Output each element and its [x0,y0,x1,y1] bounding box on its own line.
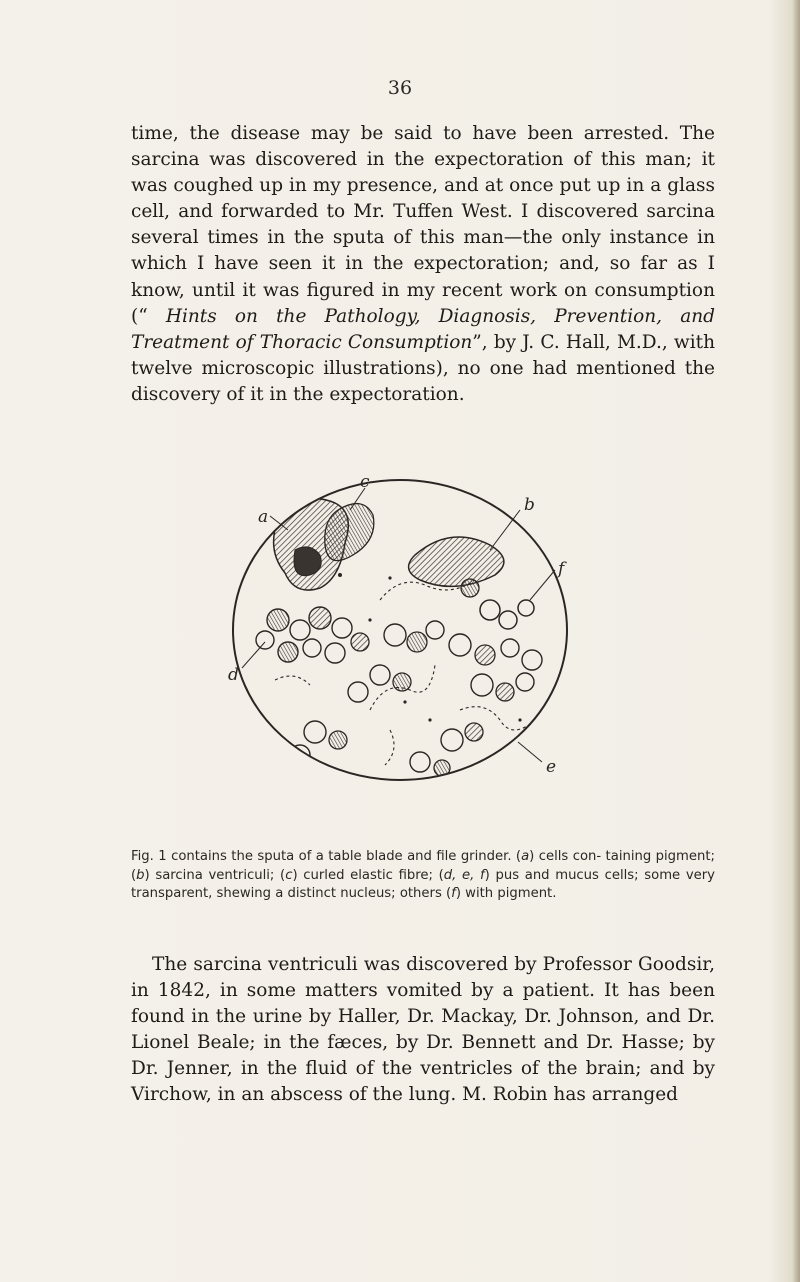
label-c: c [360,472,370,492]
label-b: b [524,495,535,515]
page-edge-shadow [792,0,800,1282]
microscope-field-illustration [220,470,580,810]
label-a: a [258,507,269,527]
caption-text-5: ) pus and mucus cells; some very transparent, shewing a distinct nucleus; others ( [131,867,715,902]
paragraph-1-text-end: ”, by J. C. Hall, M.D., with twelve microscopic illustrations), no one had mentioned the discovery of it in the expectoration. [131,331,716,405]
paragraph-2: The sarcina ventriculi was discovered by Professor Goodsir, in 1842, in some matters vomited by a patient. It has been found in the urine by Haller, Dr. Mackay, Dr. Johnson, and Dr. Lionel Beale; in the fæces, by Dr. Bennett and Dr. Hasse; by Dr. Jenner, in the fluid of the ventricles of the brain; and by Virchow, in an abscess of the lung. M. Robin has arranged [131,954,715,1106]
caption-text-4: ) curled elastic fibre; ( [292,867,444,883]
caption-ref-a: a [521,849,530,864]
caption-text-1: Fig. 1 contains the sputa of a table blade and file grinder. ( [131,849,522,864]
caption-text-3: ) sarcina ventriculi; ( [144,867,286,883]
book-title: Hints on the Pathology, Diagnosis, Prevention, and Treatment of Thoracic Consumption [131,305,715,353]
label-e: e [546,757,557,777]
caption-ref-b: b [136,867,145,883]
caption-ref-f: f [451,886,456,902]
caption-ref-c: c [285,867,293,883]
page-number: 36 [387,77,413,99]
microscope-figure [220,470,580,810]
caption-ref-def: d, e, f [443,867,485,883]
caption-text-2: ) cells con- taining pigment; ( [131,849,715,883]
paragraph-1 [131,121,715,408]
figure-caption [131,848,715,904]
label-f: f [558,559,565,579]
paragraph-1-text: time, the disease may be said to have been arrested. The sarcina was discovered in the expectoration of this man; it was coughed up in my presence, and at once put up in a glass cell, and forwarded to Mr. Tuffen West. I discovered sarcina several times in the sputa of this man—the only instance in which I have seen it in the expectoration; and, so far as I know, until it was figured in my recent work on consumption (“ [131,123,715,327]
label-d: d [228,665,239,685]
caption-text-6: ) with pigment. [455,886,557,902]
